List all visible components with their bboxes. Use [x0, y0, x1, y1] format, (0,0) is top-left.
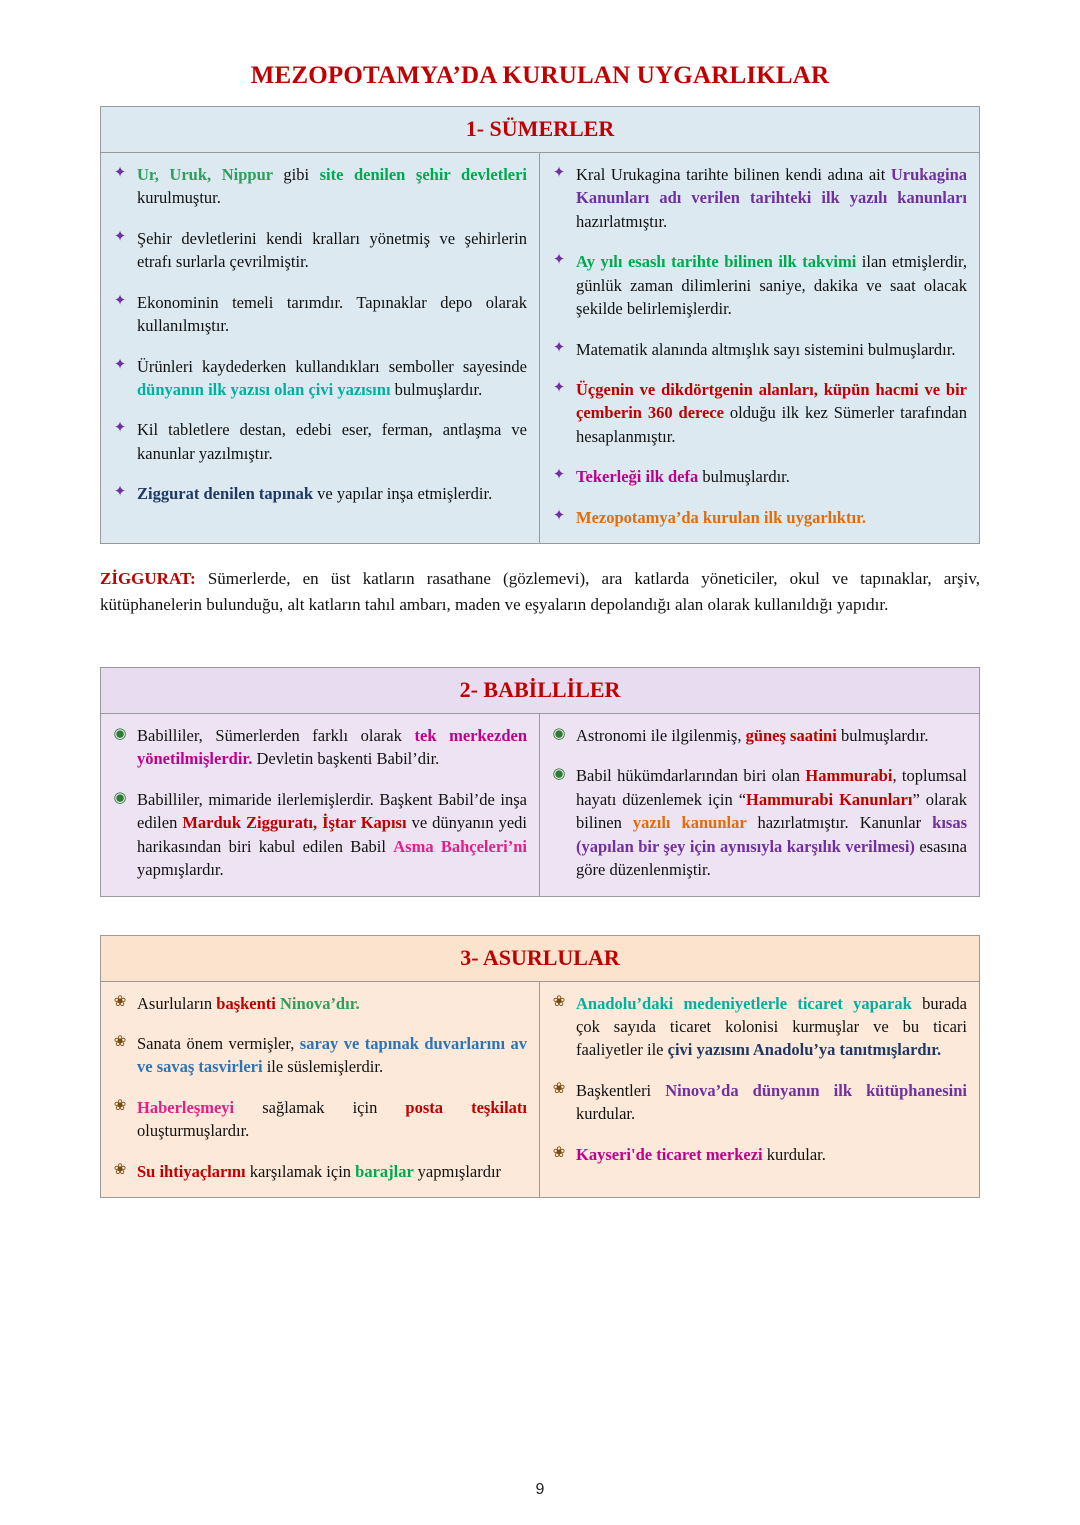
- text-run: yapmışlardır.: [137, 860, 224, 880]
- sumerler-right-column: [540, 153, 979, 543]
- section-header-sumerler: 1- SÜMERLER: [101, 107, 979, 153]
- text-run: hazırlatmıştır.: [576, 211, 668, 231]
- text-run: Marduk Zigguratı, İştar Kapısı: [182, 813, 412, 833]
- text-run: Ur, Uruk, Nippur: [137, 165, 284, 184]
- list-item: [550, 378, 967, 448]
- section-columns: [101, 153, 979, 543]
- leaf-bullet-icon: ✦: [552, 252, 566, 269]
- list-item: [111, 418, 527, 465]
- text-run: kurulmuştur.: [137, 188, 221, 208]
- list-item: [550, 1143, 967, 1166]
- leaf-bullet-icon: ✦: [552, 379, 566, 396]
- text-run: Ninova’da dünyanın ilk kütüphanesini: [665, 1080, 967, 1100]
- globe-bullet-icon: ◉: [552, 726, 566, 743]
- flower-bullet-icon: ❀: [552, 993, 566, 1010]
- sumerler-left-column: [101, 153, 540, 543]
- leaf-bullet-icon: ✦: [113, 292, 127, 309]
- list-item: [550, 250, 967, 320]
- list-item: [111, 163, 527, 210]
- flower-bullet-icon: ❀: [552, 1080, 566, 1097]
- leaf-bullet-icon: ✦: [113, 165, 127, 181]
- section-babilliler: [100, 667, 980, 897]
- globe-bullet-icon: ◉: [113, 726, 127, 743]
- text-run: Şehir devletlerini kendi kralları yönetmiş ve şehirlerin etrafı surlarla çevrilmiştir.: [137, 228, 527, 272]
- text-run: kısas (yapılan bir şey için aynısıyla karşılık verilmesi): [576, 813, 968, 856]
- section-header-asurlular: 3- ASURLULAR: [101, 936, 979, 982]
- asurlular-right-list: [550, 992, 967, 1167]
- list-item: [550, 506, 967, 529]
- text-run: Kil tabletlere destan, edebi eser, ferman, antlaşma ve kanunlar yazılmıştır.: [137, 420, 527, 463]
- text-run: tek merkezden yönetilmişlerdir.: [137, 726, 527, 769]
- leaf-bullet-icon: ✦: [113, 228, 127, 245]
- text-run: ilan etmişlerdir, günlük zaman dilimlerini saniye, dakika ve saat olacak şekilde belirlemişlerdir.: [576, 252, 967, 319]
- list-item: [111, 1096, 527, 1143]
- text-run: çivi yazısını Anadolu’ya tanıtmışlardır.: [667, 1040, 942, 1060]
- leaf-bullet-icon: ✦: [113, 420, 127, 437]
- leaf-bullet-icon: ✦: [113, 484, 127, 501]
- asurlular-right-column: [540, 982, 979, 1198]
- text-run: Ay yılı esaslı tarihte bilinen ilk takvimi: [576, 252, 862, 272]
- text-run: kurdular.: [576, 1104, 636, 1124]
- flower-bullet-icon: ❀: [113, 1161, 127, 1178]
- text-run: Kral Urukagina tarihte bilinen kendi adına ait: [576, 165, 891, 184]
- list-item: [111, 724, 527, 771]
- text-run: Urukagina Kanunları adı verilen tarihteki ilk yazılı kanunları: [576, 165, 967, 208]
- section-header-babilliler: 2- BABİLLİLER: [101, 668, 979, 714]
- text-run: ile süslemişlerdir.: [266, 1057, 384, 1077]
- leaf-bullet-icon: ✦: [552, 339, 566, 356]
- page-number: 9: [535, 1481, 545, 1498]
- text-run: Babilliler, Sümerlerden farklı olarak: [137, 726, 415, 746]
- text-run: Ziggurat denilen tapınak: [137, 484, 318, 504]
- list-item: [550, 1079, 967, 1126]
- text-run: sağlamak için: [262, 1097, 406, 1117]
- text-run: ve yapılar inşa etmişlerdir.: [317, 484, 493, 504]
- text-run: başkenti: [216, 993, 281, 1013]
- text-run: Üçgenin ve dikdörtgenin alanları, küpün hacmi ve bir çemberin 360 derece: [576, 379, 967, 423]
- text-run: Ekonominin temeli tarımdır. Tapınaklar depo olarak kullanılmıştır.: [137, 292, 527, 336]
- babilliler-right-column: [540, 714, 979, 896]
- flower-bullet-icon: ❀: [552, 1144, 566, 1161]
- text-run: Tekerleği ilk defa: [576, 467, 703, 487]
- text-run: Başkentleri: [576, 1080, 666, 1100]
- text-run: Ürünleri kaydederken kullandıkları semboller sayesinde: [137, 356, 527, 376]
- text-run: Anadolu’daki medeniyetlerle ticaret yaparak: [576, 993, 923, 1013]
- list-item: [550, 465, 967, 488]
- text-run: ” olarak bilinen: [576, 789, 967, 833]
- list-item: [111, 355, 527, 402]
- spacer: [100, 897, 980, 935]
- text-run: ve dünyanın yedi harikasından biri kabul edilen Babil: [137, 813, 528, 856]
- list-item: [111, 992, 527, 1015]
- text-run: posta teşkilatı: [405, 1097, 527, 1117]
- text-run: Su ihtiyaçlarını: [137, 1161, 250, 1181]
- list-item: [550, 724, 967, 747]
- text-run: kurdular.: [766, 1144, 826, 1164]
- list-item: [111, 1160, 527, 1183]
- ziggurat-label: ZİGGURAT:: [100, 569, 196, 589]
- asurlular-left-column: [101, 982, 540, 1198]
- text-run: Devletin başkenti Babil’dir.: [256, 749, 440, 769]
- text-run: hazırlatmıştır. Kanunlar: [757, 813, 933, 833]
- text-run: karşılamak için: [249, 1161, 356, 1181]
- text-run: Mezopotamya’da kurulan ilk uygarlıktır.: [576, 507, 866, 527]
- page-title: MEZOPOTAMYA’DA KURULAN UYGARLIKLAR: [250, 62, 830, 89]
- text-run: Haberleşmeyi: [137, 1097, 263, 1117]
- babilliler-left-list: [111, 724, 527, 882]
- spacer: [100, 617, 980, 667]
- list-item: [111, 291, 527, 338]
- sumerler-left-list: [111, 163, 527, 506]
- text-run: Ninova’dır.: [280, 993, 360, 1013]
- text-run: barajlar: [355, 1161, 418, 1181]
- text-run: olduğu ilk kez Sümerler tarafından hesaplanmıştır.: [576, 403, 967, 446]
- text-run: bulmuşlardır.: [394, 379, 483, 399]
- text-run: Asma Bahçeleri’ni: [393, 836, 527, 856]
- globe-bullet-icon: ◉: [552, 766, 566, 783]
- list-item: [111, 1032, 527, 1079]
- text-run: Asurluların: [137, 993, 217, 1013]
- text-run: Babil hükümdarlarından biri olan: [576, 766, 806, 786]
- list-item: [550, 338, 967, 361]
- leaf-bullet-icon: ✦: [552, 507, 566, 524]
- babilliler-left-column: [101, 714, 540, 896]
- globe-bullet-icon: ◉: [113, 789, 127, 806]
- text-run: gibi: [283, 165, 320, 184]
- babilliler-right-list: [550, 724, 967, 882]
- list-item: [111, 482, 527, 505]
- text-run: bulmuşlardır.: [840, 726, 929, 746]
- text-run: yapmışlardır: [417, 1161, 502, 1181]
- text-run: güneş saatini: [745, 726, 841, 746]
- leaf-bullet-icon: ✦: [552, 165, 566, 181]
- text-run: bulmuşlardır.: [702, 467, 790, 487]
- asurlular-left-list: [111, 992, 527, 1184]
- text-run: Sanata önem vermişler,: [137, 1034, 300, 1054]
- text-run: esasına göre düzenlenmiştir.: [576, 836, 967, 880]
- section-columns: [101, 982, 979, 1198]
- ziggurat-text: Sümerlerde, en üst katların rasathane (gözlemevi), ara katlarda yöneticiler, okul ve tapınaklar, arşiv, kütüphanelerin bulunduğu, alt katların tahıl ambarı, maden ve eşyaların depolandığı alan olarak kullanıldığı yapıdır.: [100, 569, 980, 614]
- sumerler-right-list: [550, 163, 967, 529]
- text-run: , toplumsal hayatı düzenlemek için “: [576, 766, 967, 809]
- list-item: [111, 227, 527, 274]
- text-run: site denilen şehir devletleri: [319, 165, 528, 184]
- text-run: Hammurabi Kanunları: [746, 789, 913, 809]
- text-run: Astronomi ile ilgilenmiş,: [576, 726, 746, 746]
- flower-bullet-icon: ❀: [113, 1097, 127, 1114]
- list-item: [111, 788, 527, 882]
- leaf-bullet-icon: ✦: [113, 356, 127, 373]
- text-run: Kayseri'de ticaret merkezi: [576, 1144, 767, 1164]
- text-run: Babilliler, mimaride ilerlemişlerdir. Başkent Babil’de inşa edilen: [137, 789, 527, 833]
- section-sumerler: [100, 106, 980, 544]
- section-asurlular: [100, 935, 980, 1199]
- text-run: saray ve tapınak duvarlarını av ve savaş tasvirleri: [137, 1034, 527, 1077]
- section-columns: [101, 714, 979, 896]
- list-item: [550, 992, 967, 1062]
- ziggurat-paragraph: [100, 566, 980, 617]
- text-run: burada çok sayıda ticaret kolonisi kurmuşlar ve bu ticari faaliyetler ile: [576, 993, 967, 1060]
- list-item: [550, 764, 967, 881]
- text-run: oluşturmuşlardır.: [137, 1121, 250, 1141]
- leaf-bullet-icon: ✦: [552, 467, 566, 484]
- text-run: yazılı kanunlar: [632, 813, 758, 833]
- text-run: Matematik alanında altmışlık sayı sistemini bulmuşlardır.: [576, 339, 956, 359]
- flower-bullet-icon: ❀: [113, 1034, 127, 1051]
- text-run: dünyanın ilk yazısı olan çivi yazısını: [137, 379, 395, 399]
- flower-bullet-icon: ❀: [113, 993, 127, 1010]
- list-item: [550, 163, 967, 233]
- text-run: Hammurabi: [805, 766, 893, 786]
